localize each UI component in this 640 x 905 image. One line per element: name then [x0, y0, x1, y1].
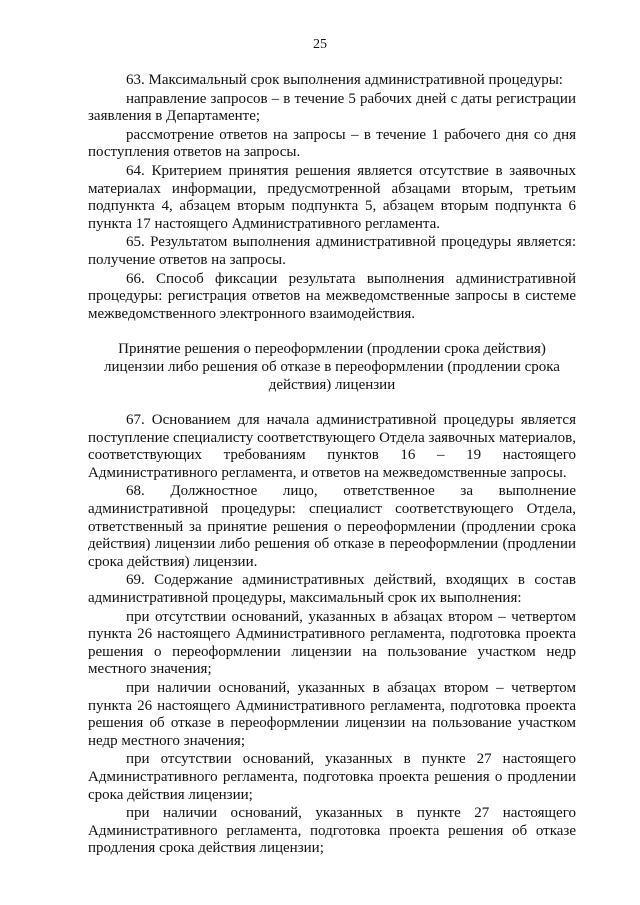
- paragraph-69-item-2: при наличии оснований, указанных в абзацах втором – четвертом пункта 26 настоящего Административного регламента, подготовка проекта решения об отказе в переоформлении лицензии на пользование участком недр местного значения;: [88, 680, 576, 749]
- section-heading: Принятие решения о переоформлении (продлении срока действия) лицензии либо решения об отказе в переоформлении (продлении срока действия) лицензии: [104, 341, 560, 393]
- page-number: 25: [313, 37, 327, 52]
- paragraph-69-item-4: при наличии оснований, указанных в пункте 27 настоящего Административного регламента, подготовка проекта решения об отказе продления срока действия лицензии;: [88, 805, 576, 857]
- paragraph-68: 68. Должностное лицо, ответственное за выполнение административной процедуры: специалист соответствующего Отдела, ответственный за принятие решения о переоформлении (продлении срока действия) лицензии либо решения об отказе в переоформлении (продлении срока действия) лицензии.: [88, 483, 576, 570]
- paragraph-66: 66. Способ фиксации результата выполнения административной процедуры: регистрация ответов на межведомственные запросы в системе межведомственного электронного взаимодействия.: [88, 270, 576, 322]
- paragraph-63: 63. Максимальный срок выполнения административной процедуры:: [126, 72, 563, 88]
- paragraph-65: 65. Результатом выполнения административной процедуры является: получение ответов на запросы.: [88, 234, 576, 268]
- paragraph-67: 67. Основанием для начала административной процедуры является поступление специалисту соответствующего Отдела заявочных материалов, соответствующих требованиям пунктов 16 – 19 настоящего Административного регламента, и ответов на межведомственные запросы.: [88, 412, 576, 481]
- paragraph-69: 69. Содержание административных действий, входящих в состав административной процедуры, максимальный срок их выполнения:: [88, 572, 576, 607]
- paragraph-69-item-1: при отсутствии оснований, указанных в абзацах втором – четвертом пункта 26 настоящего Административного регламента, подготовка проекта решения о переоформлении лицензии на пользование участком недр местного значения;: [88, 608, 576, 678]
- paragraph-64: 64. Критерием принятия решения является отсутствие в заявочных материалах информации, предусмотренной абзацами вторым, третьим подпункта 4, абзацем вторым подпункта 5, абзацем вторым подпункта 6 пункта 17 настоящего Административного регламента.: [88, 162, 576, 232]
- paragraph-69-item-3: при отсутствии оснований, указанных в пункте 27 настоящего Административного регламента, подготовка проекта решения о продлении срока действия лицензии;: [88, 751, 576, 803]
- paragraph-63-item-requests: направление запросов – в течение 5 рабочих дней с даты регистрации заявления в Департаменте;: [88, 90, 576, 125]
- document-body: [88, 72, 576, 858]
- paragraph-63-item-review: рассмотрение ответов на запросы – в течение 1 рабочего дня со дня поступления ответов на запросы.: [88, 126, 576, 161]
